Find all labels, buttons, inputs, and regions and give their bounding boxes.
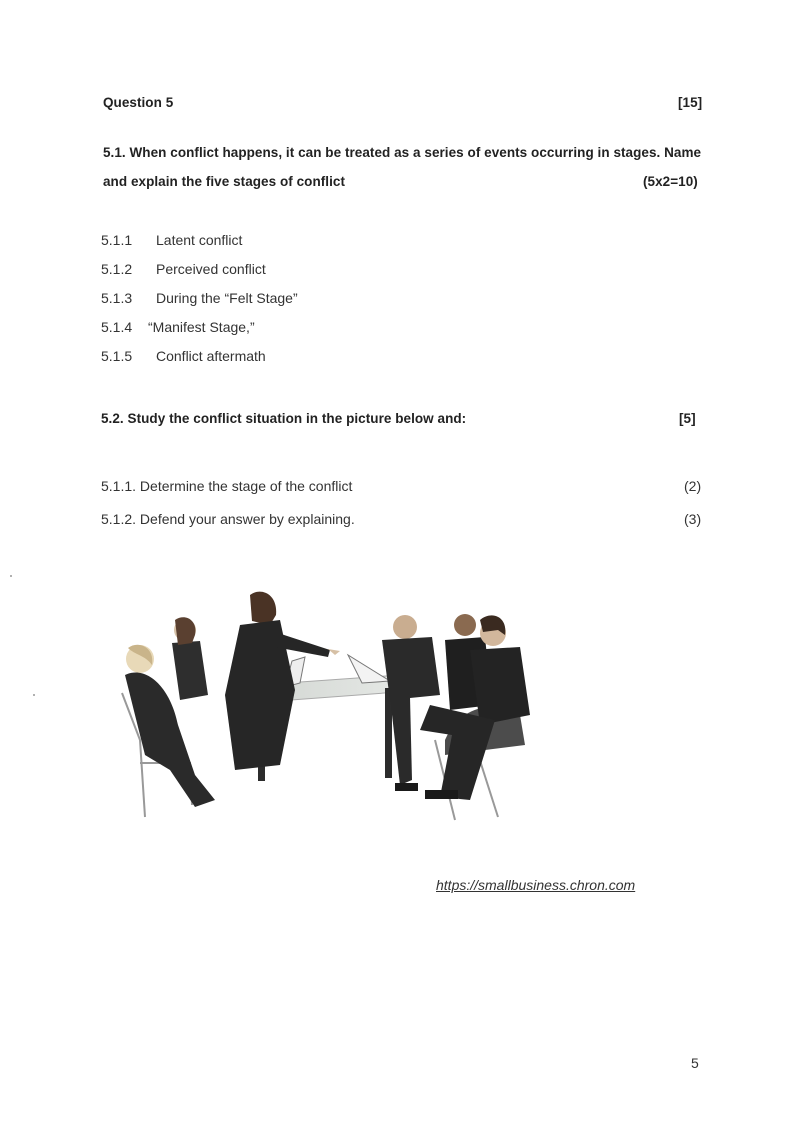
q52-sub-1-marks: (2) xyxy=(684,478,702,494)
q51-item-number: 5.1.3 xyxy=(101,290,133,306)
q52-sub-1: 5.1.1. Determine the stage of the conflict xyxy=(101,478,353,494)
scan-artifact xyxy=(10,575,12,577)
q51-line2: and explain the five stages of conflict xyxy=(103,174,346,189)
q51-line1: 5.1. When conflict happens, it can be treated as a series of events occurring in stages. Name xyxy=(103,145,702,160)
q51-item-text: During the “Felt Stage” xyxy=(156,290,298,306)
q52-sub-2: 5.1.2. Defend your answer by explaining. xyxy=(101,511,355,527)
q51-item-number: 5.1.5 xyxy=(101,348,133,364)
q51-item xyxy=(101,348,266,364)
q51-marks: (5x2=10) xyxy=(643,174,698,189)
q51-item-number: 5.1.2 xyxy=(101,261,133,277)
scan-artifact xyxy=(33,694,35,696)
q51-item-number: 5.1.4 xyxy=(101,319,133,335)
meeting-conflict-photo xyxy=(100,585,535,825)
q52-sub-2-marks: (3) xyxy=(684,511,702,527)
q51-item xyxy=(101,232,242,248)
q51-item xyxy=(101,290,298,306)
q51-item-text: “Manifest Stage,” xyxy=(148,319,255,335)
q51-item xyxy=(101,319,255,335)
q52-marks: [5] xyxy=(679,411,696,426)
q52-title: 5.2. Study the conflict situation in the picture below and: xyxy=(101,411,467,426)
page-number: 5 xyxy=(691,1055,699,1071)
question-marks: [15] xyxy=(678,95,703,110)
q51-item-text: Latent conflict xyxy=(156,232,243,248)
q51-item-number: 5.1.1 xyxy=(101,232,133,248)
question-title: Question 5 xyxy=(103,95,174,110)
q51-item-text: Conflict aftermath xyxy=(156,348,266,364)
source-link[interactable]: https://smallbusiness.chron.com xyxy=(436,877,636,893)
q51-item-text: Perceived conflict xyxy=(156,261,266,277)
q51-item xyxy=(101,261,266,277)
